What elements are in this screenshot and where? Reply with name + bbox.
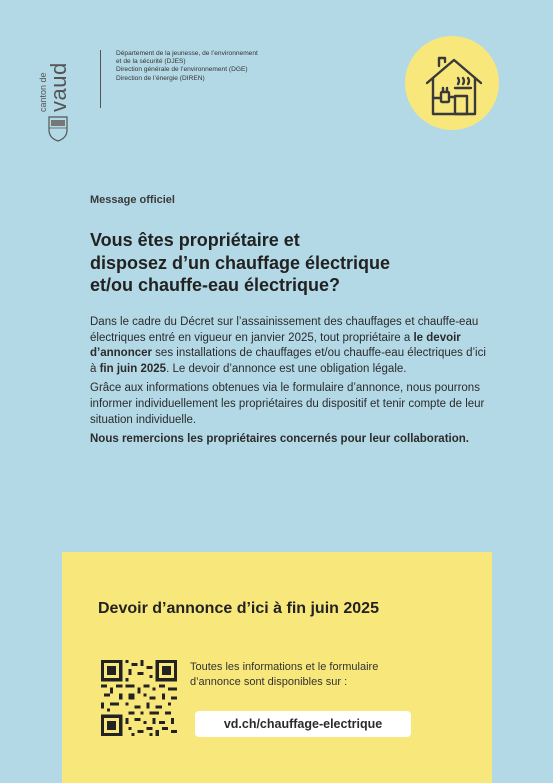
- department-line: et de la sécurité (DJES): [116, 58, 186, 66]
- logo-small-text: canton de: [38, 72, 48, 112]
- headline-line: Vous êtes propriétaire et: [90, 230, 300, 250]
- message-label: Message officiel: [90, 194, 175, 206]
- info-text: [190, 660, 378, 690]
- paragraph-decree: [90, 315, 490, 377]
- department-line: Département de la jeunesse, de l’environnement: [116, 50, 258, 57]
- department-line: Direction de l’énergie (DIREN): [116, 74, 205, 82]
- vaud-shield-icon: [48, 116, 68, 142]
- info-line: Toutes les informations et le formulaire: [190, 661, 379, 673]
- text-run-bold: le devoir d’annoncer: [90, 331, 461, 360]
- logo-wordmark: [38, 62, 70, 112]
- department-info: [116, 50, 258, 83]
- department-line: Direction générale de l’environnement (DGE): [116, 66, 248, 74]
- text-run: Dans le cadre du Décret sur l’assainissement des chauffages et chauffe-eau électriques entré en vigueur en janvier 2025, tout propriétaire a: [90, 316, 479, 344]
- deadline-title: Devoir d’annonce d’ici à fin juin 2025: [98, 600, 379, 617]
- text-run: ses installations de chauffages et/ou chauffe-eau électriques d’ici à: [90, 347, 486, 375]
- body-text: [90, 315, 490, 452]
- qr-code-icon[interactable]: [101, 660, 177, 736]
- house-with-electric-plug-icon: [405, 36, 499, 130]
- info-line: d’annonce sont disponibles sur :: [190, 676, 348, 688]
- headline-line: et/ou chauffe-eau électrique?: [90, 275, 341, 295]
- logo-big-text: vaud: [46, 62, 71, 112]
- text-run: . Le devoir d’annonce est une obligation légale.: [166, 362, 407, 375]
- paragraph-thanks: Nous remercions les propriétaires concernés pour leur collaboration.: [90, 433, 469, 446]
- headline-line: disposez d’un chauffage électrique: [90, 252, 391, 273]
- paragraph-information: Grâce aux informations obtenues via le formulaire d’annonce, nous pourrons informer individuellement les propriétaires du dispositif et tenir compte de leur situation individuelle.: [90, 382, 485, 426]
- header-divider: [100, 50, 101, 108]
- url-link[interactable]: vd.ch/chauffage-electrique: [195, 711, 411, 737]
- house-badge: [405, 36, 499, 130]
- text-run-bold: fin juin 2025: [99, 362, 167, 375]
- headline: [90, 229, 470, 297]
